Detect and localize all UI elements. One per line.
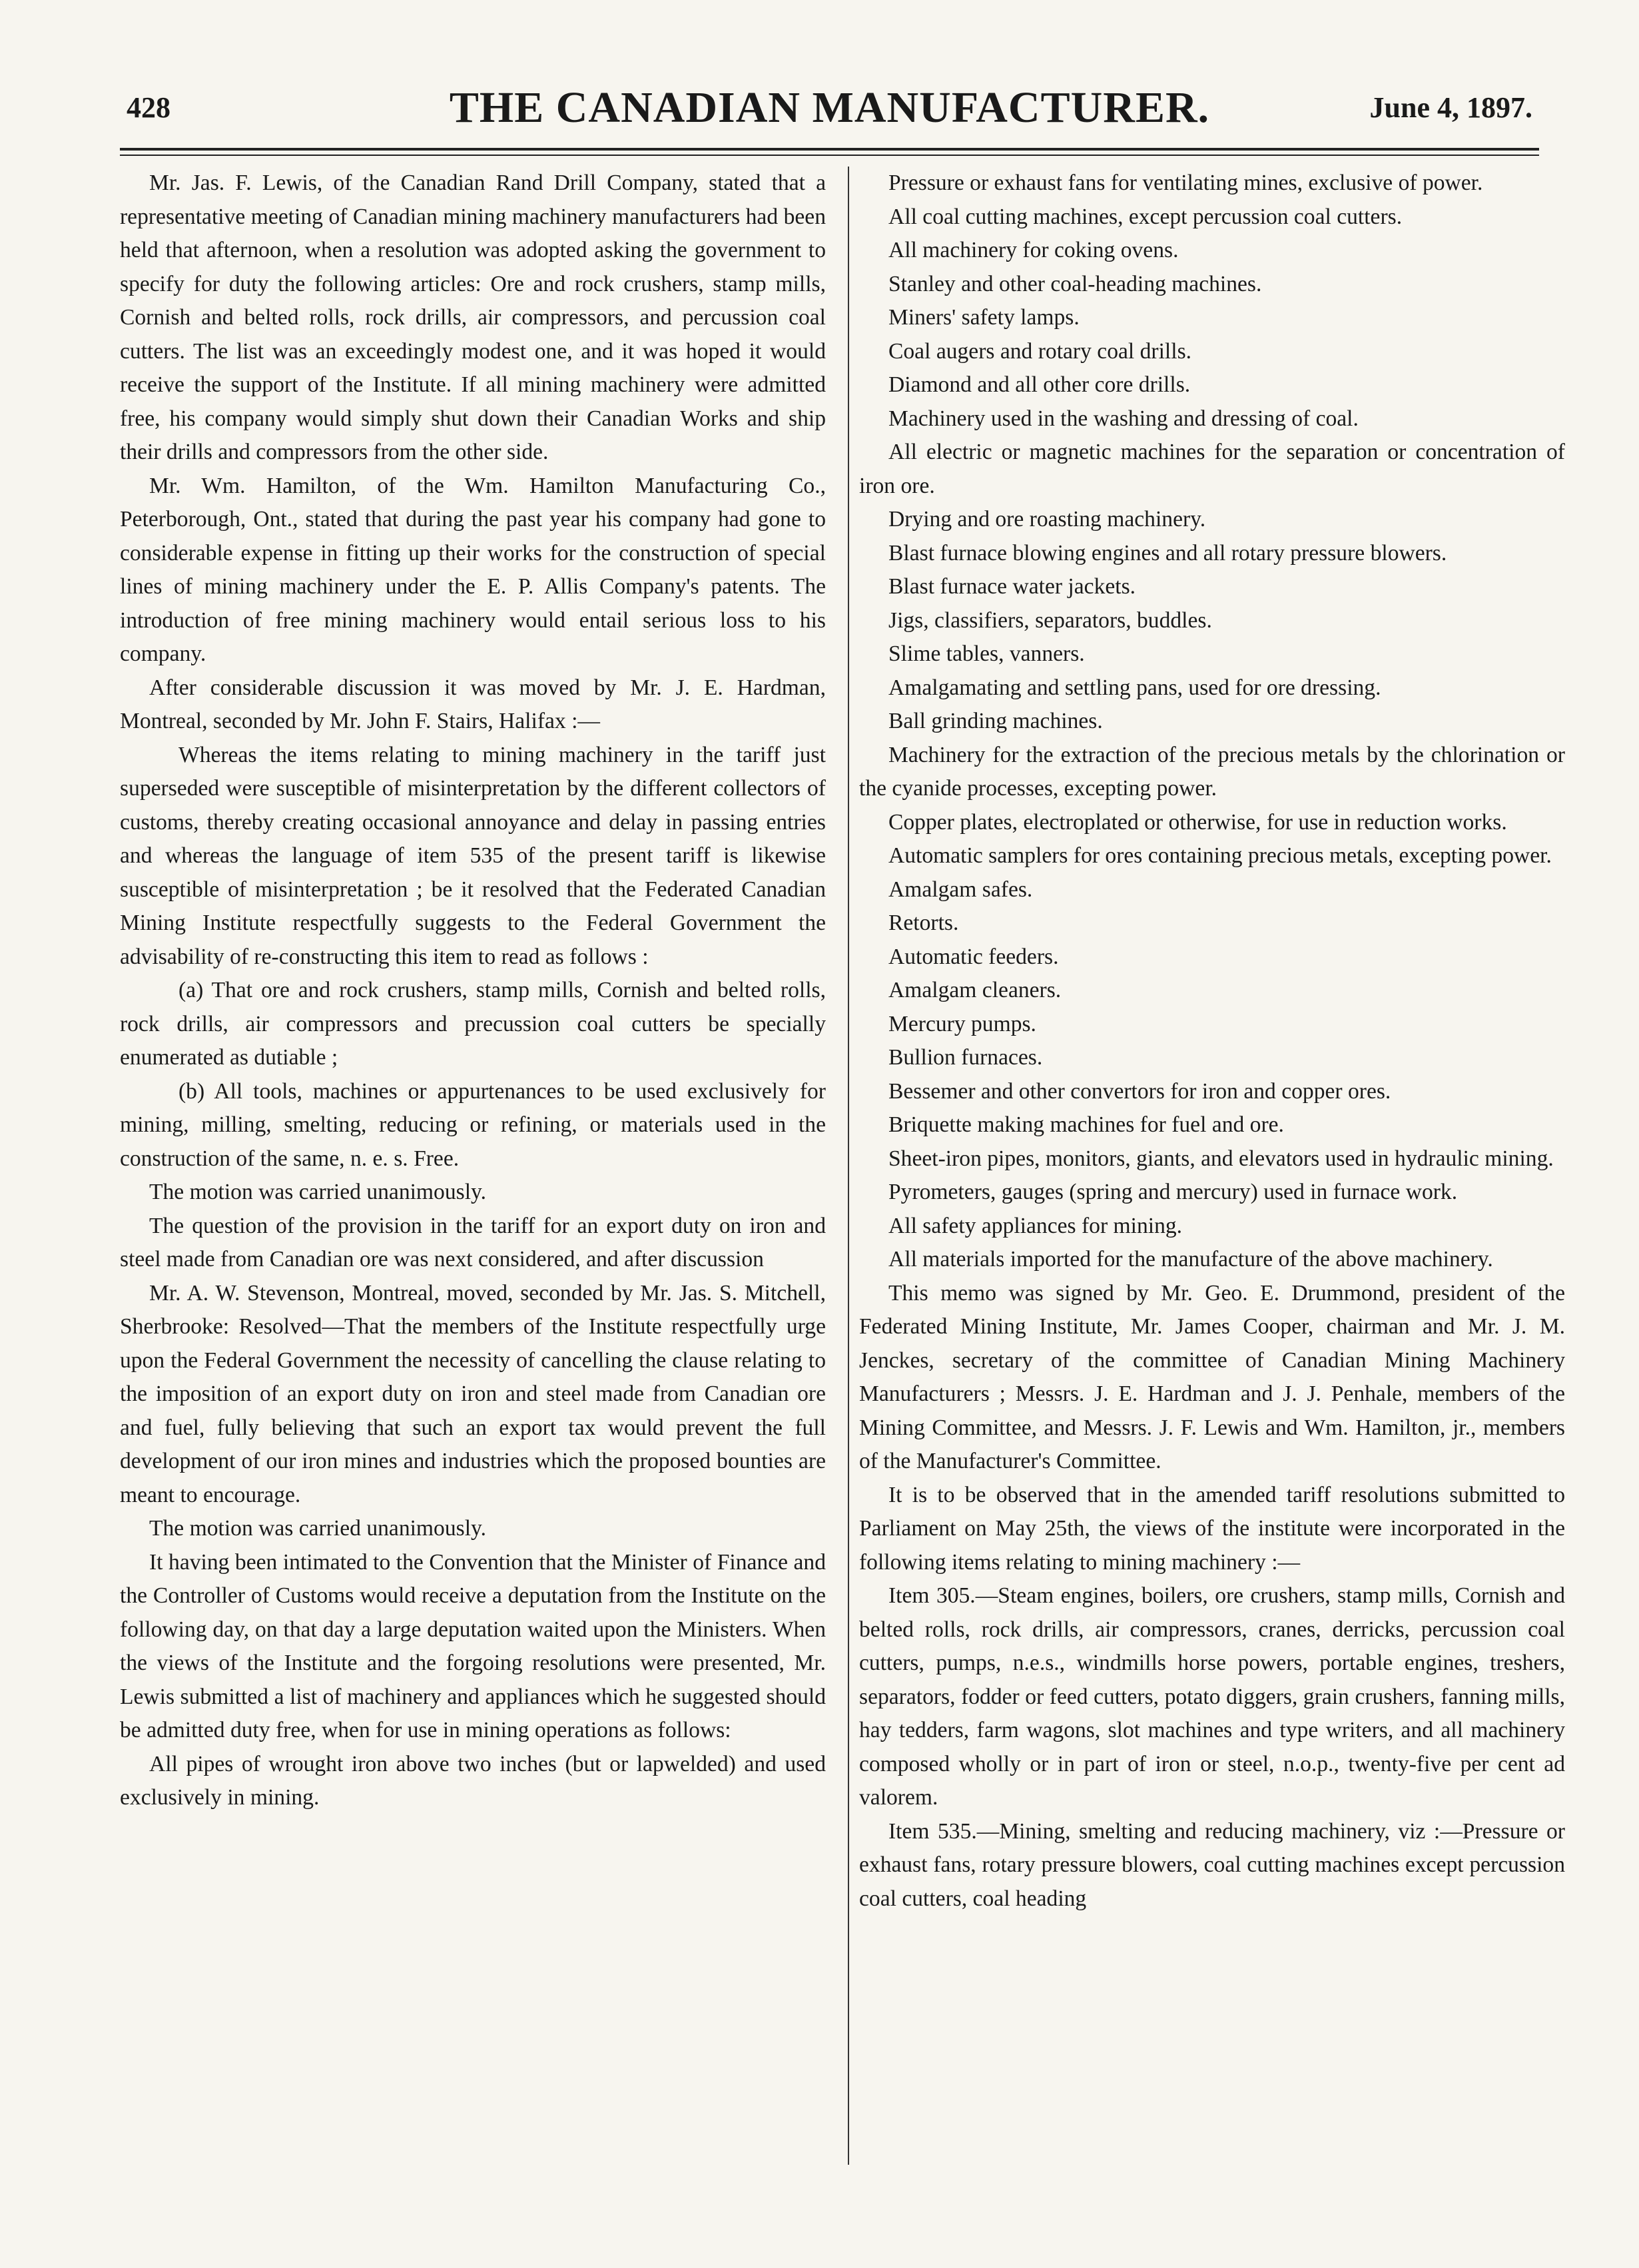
right-column <box>859 167 1565 1916</box>
paragraph-clause-b: (b) All tools, machines or appurtenances to be used exclusively for mining, milling, smelting, reducing or refining, or materials used in the construction of the same, n. e. s. Free. <box>120 1078 826 1171</box>
list-item: Machinery for the extraction of the precious metals by the chlorination or the cyanide processes, excepting power. <box>859 742 1565 801</box>
list-item: Drying and ore roasting machinery. <box>888 507 1206 532</box>
list-item: All machinery for coking ovens. <box>888 238 1179 262</box>
paragraph-memo-signed: This memo was signed by Mr. Geo. E. Drummond, president of the Federated Mining Institute, Mr. James Cooper, chairman and Mr. J. M. Jenckes, secretary of the committee of Canadian Mining Machinery Manufacturers ; Messrs. J. E. Hardman and J. J. Penhale, members of the Mining Committee, and Messrs. J. F. Lewis and Wm. Hamilton, jr., members of the Manufacturer's Committee. <box>859 1280 1565 1473</box>
list-item: Amalgam cleaners. <box>888 978 1062 1002</box>
list-item: Copper plates, electroplated or otherwise, for use in reduction works. <box>888 809 1507 835</box>
list-item: Pyrometers, gauges (spring and mercury) used in furnace work. <box>888 1180 1458 1204</box>
list-item: Amalgamating and settling pans, used for ore dressing. <box>888 675 1381 700</box>
paragraph-hamilton: Mr. Wm. Hamilton, of the Wm. Hamilton Manufacturing Co., Peterborough, Ont., stated that during the past year his company had gone to considerable expense in fitting up their works for the construction of special lines of mining machinery under the E. P. Allis Company's patents. The introduction of free mining machinery would entail serious loss to his company. <box>120 473 826 666</box>
paragraph-item-535: Item 535.—Mining, smelting and reducing machinery, viz :—Pressure or exhaust fans, rotary pressure blowers, coal cutting machines except percussion coal cutters, coal heading <box>859 1818 1565 1911</box>
list-item: Briquette making machines for fuel and ore. <box>888 1112 1284 1137</box>
list-item: Bullion furnaces. <box>888 1045 1043 1070</box>
header-rule-thin <box>120 155 1539 156</box>
paragraph-clause-a: (a) That ore and rock crushers, stamp mills, Cornish and belted rolls, rock drills, air compressors and precussion coal cutters be specially enumerated as dutiable ; <box>120 978 826 1070</box>
list-item: Diamond and all other core drills. <box>888 372 1191 397</box>
list-item: Coal augers and rotary coal drills. <box>888 338 1192 364</box>
list-item: Automatic samplers for ores containing precious metals, excepting power. <box>888 843 1552 868</box>
list-item: Sheet-iron pipes, monitors, giants, and elevators used in hydraulic mining. <box>888 1146 1554 1171</box>
paragraph-motion-intro: After considerable discussion it was moved by Mr. J. E. Hardman, Montreal, seconded by Mr. John F. Stairs, Halifax :— <box>120 675 826 733</box>
paragraph-export-duty: The question of the provision in the tariff for an export duty on iron and steel made from Canadian ore was next considered, and after discussion <box>120 1213 826 1272</box>
list-item: All coal cutting machines, except percussion coal cutters. <box>888 204 1403 229</box>
list-item: Retorts. <box>888 911 959 935</box>
list-item: Automatic feeders. <box>888 944 1059 969</box>
list-item: All electric or magnetic machines for the separation or concentration of iron ore. <box>859 440 1565 498</box>
list-item: Ball grinding machines. <box>888 709 1103 733</box>
list-item: Blast furnace blowing engines and all rotary pressure blowers. <box>888 540 1447 566</box>
list-item: Blast furnace water jackets. <box>888 574 1136 599</box>
column-divider <box>848 167 849 2165</box>
list-item: Bessemer and other convertors for iron and copper ores. <box>888 1078 1391 1104</box>
paragraph-stevenson: Mr. A. W. Stevenson, Montreal, moved, seconded by Mr. Jas. S. Mitchell, Sherbrooke: Resolved—That the members of the Institute respectfully urge upon the Federal Government the necessity of cancelling the clause relating to the imposition of an export duty on iron and steel made from Canadian ore and fuel, fully believing that such an export tax would prevent the full development of our iron mines and industries which the proposed bounties are meant to encourage. <box>120 1280 826 1507</box>
list-item: Amalgam safes. <box>888 877 1033 902</box>
list-item: Slime tables, vanners. <box>888 641 1085 666</box>
list-item: Machinery used in the washing and dressing of coal. <box>888 406 1359 431</box>
list-item: All safety appliances for mining. <box>888 1213 1183 1238</box>
masthead-title: THE CANADIAN MANUFACTURER. <box>449 83 1210 132</box>
paragraph-carried-2: The motion was carried unanimously. <box>149 1516 487 1541</box>
list-item: All materials imported for the manufacture of the above machinery. <box>888 1247 1493 1272</box>
page-header <box>120 79 1539 139</box>
issue-date: June 4, 1897. <box>1369 91 1532 124</box>
list-item: All pipes of wrought iron above two inches (but or lapwelded) and used exclusively in mining. <box>120 1751 826 1810</box>
header-rule-thick <box>120 148 1539 151</box>
list-item: Miners' safety lamps. <box>888 305 1080 330</box>
paragraph-deputation: It having been intimated to the Convention that the Minister of Finance and the Controller of Customs would receive a deputation from the Institute on the following day, on that day a large deputation waited upon the Ministers. When the views of the Institute and the forgoing resolutions were presented, Mr. Lewis submitted a list of machinery and appliances which he suggested should be admitted duty free, when for use in mining operations as follows: <box>120 1549 826 1742</box>
page-number: 428 <box>127 91 170 124</box>
paragraph-lewis: Mr. Jas. F. Lewis, of the Canadian Rand Drill Company, stated that a representative meeting of Canadian mining machinery manufacturers had been held that afternoon, when a resolution was adopted asking the government to specify for duty the following articles: Ore and rock crushers, stamp mills, Cornish and belted rolls, rock drills, air compressors, and percussion coal cutters. The list was an exceedingly modest one, and it was hoped it would receive the support of the Institute. If all mining machinery were admitted free, his company would simply shut down their Canadian Works and ship their drills and compressors from the other side. <box>120 171 826 464</box>
paragraph-item-305: Item 305.—Steam engines, boilers, ore crushers, stamp mills, Cornish and belted rolls, rock drills, air compressors, cranes, derricks, percussion coal cutters, pumps, n.e.s., windmills horse powers, portable engines, treshers, separators, fodder or feed cutters, potato diggers, grain crushers, fanning mills, hay tedders, farm wagons, slot machines and type writers, and all machinery composed wholly or in part of iron or steel, n.o.p., twenty-five per cent ad valorem. <box>859 1583 1565 1810</box>
list-item: Mercury pumps. <box>888 1011 1036 1036</box>
paragraph-amended-tariff: It is to be observed that in the amended tariff resolutions submitted to Parliament on May 25th, the views of the institute were incorporated in the following items relating to mining machinery :— <box>859 1482 1565 1575</box>
list-item: Pressure or exhaust fans for ventilating mines, exclusive of power. <box>888 171 1483 195</box>
left-column <box>120 167 826 1815</box>
paragraph-whereas: Whereas the items relating to mining machinery in the tariff just superseded were susceptible of misinterpretation by the different collectors of customs, thereby creating occasional annoyance and delay in passing entries and whereas the language of item 535 of the present tariff is likewise susceptible of misinterpretation ; be it resolved that the Federated Canadian Mining Institute respectfully suggests to the Federal Government the advisability of re-constructing this item to read as follows : <box>120 742 826 969</box>
paragraph-carried-1: The motion was carried unanimously. <box>149 1180 487 1204</box>
list-item: Jigs, classifiers, separators, buddles. <box>888 607 1212 633</box>
list-item: Stanley and other coal-heading machines. <box>888 271 1262 296</box>
